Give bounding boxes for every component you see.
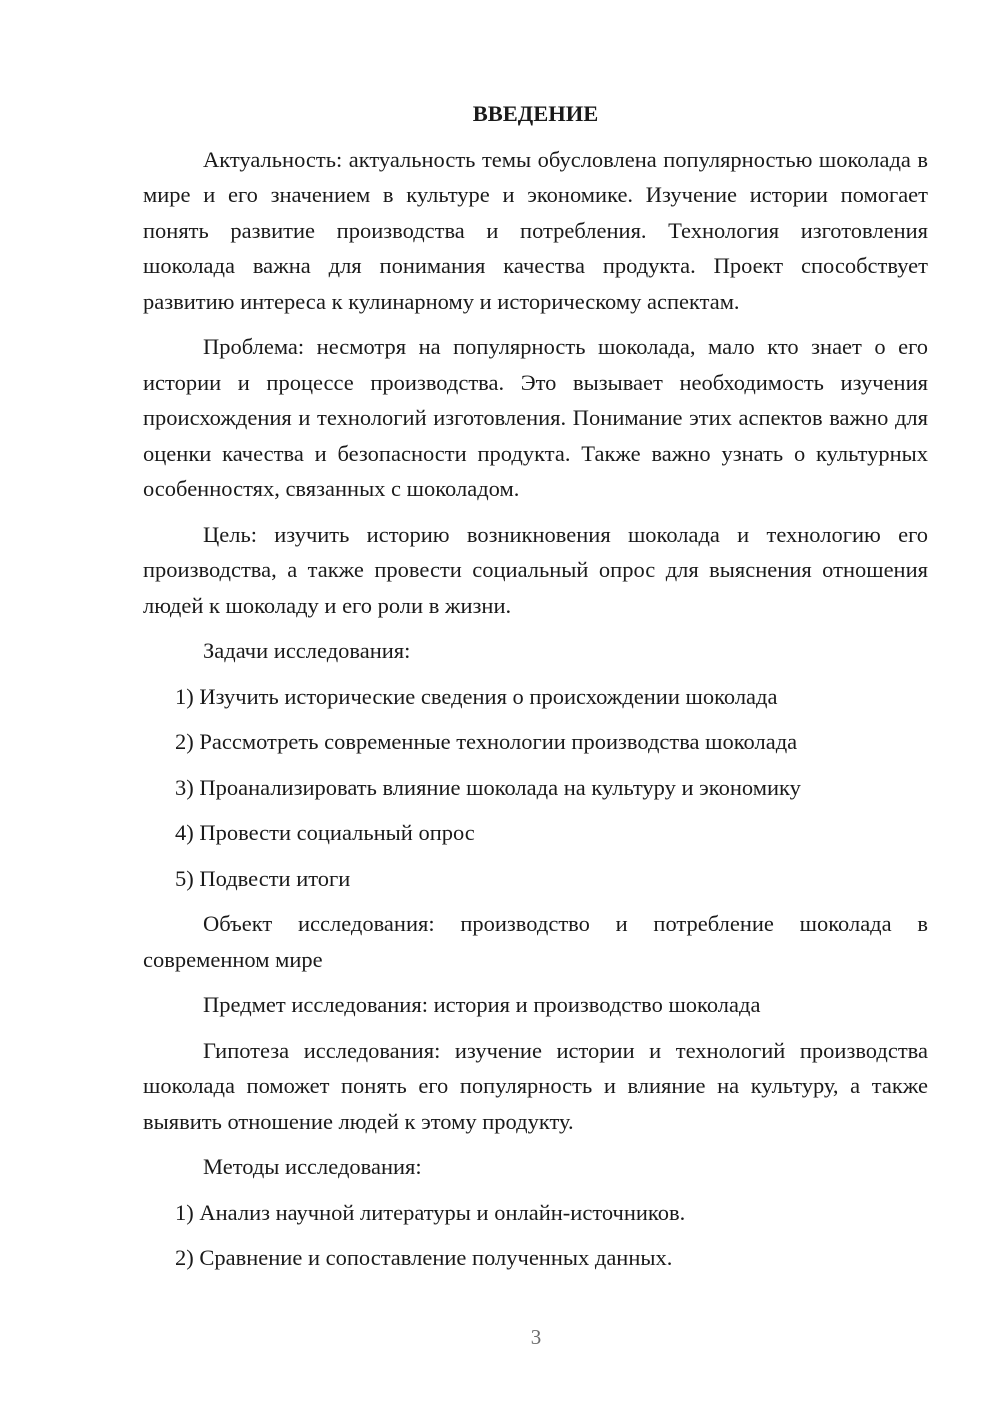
task-item: 5) Подвести итоги [175,865,351,891]
page-number: 3 [530,1325,542,1349]
task-item: 1) Изучить исторические сведения о происхождении шоколада [175,683,778,709]
section-heading: ВВЕДЕНИЕ [472,101,599,126]
methods-title: Методы исследования: [203,1154,422,1179]
task-item: 4) Провести социальный опрос [175,820,475,845]
goal-paragraph: Цель: изучить историю возникновения шоколада и технологию его производства, а также провести социальный опрос для выяснения отношения людей к шоколаду и его роли в жизни. [143,521,928,618]
task-item: 2) Рассмотреть современные технологии производства шоколада [175,729,798,754]
method-item: 2) Сравнение и сопоставление полученных данных. [175,1245,673,1270]
object-paragraph: Объект исследования: производство и потребление шоколада в современном мире [143,911,928,972]
method-item: 1) Анализ научной литературы и онлайн-источников. [175,1199,686,1225]
page-body [143,96,928,1286]
tasks-title: Задачи исследования: [203,638,411,663]
problem-paragraph: Проблема: несмотря на популярность шоколада, мало кто знает о его истории и процессе производства. Это вызывает необходимость изучения происхождения и технологий изготовления. Понимание этих аспектов важно для оценки качества и безопасности продукта. Также важно узнать о культурных особенностях, связанных с шоколадом. [143,334,928,501]
relevance-paragraph: Актуальность: актуальность темы обусловлена популярностью шоколада в мире и его значением в культуре и экономике. Изучение истории помогает понять развитие производства и потребления. Технология изготовления шоколада важна для понимания качества продукта. Проект способствует развитию интереса к кулинарному и историческому аспектам. [143,146,928,314]
task-item: 3) Проанализировать влияние шоколада на культуру и экономику [175,774,801,800]
hypothesis-paragraph: Гипотеза исследования: изучение истории и технологий производства шоколада поможет понять его популярность и влияние на культуру, а также выявить отношение людей к этому продукту. [143,1037,928,1134]
subject-paragraph: Предмет исследования: история и производство шоколада [203,992,761,1017]
